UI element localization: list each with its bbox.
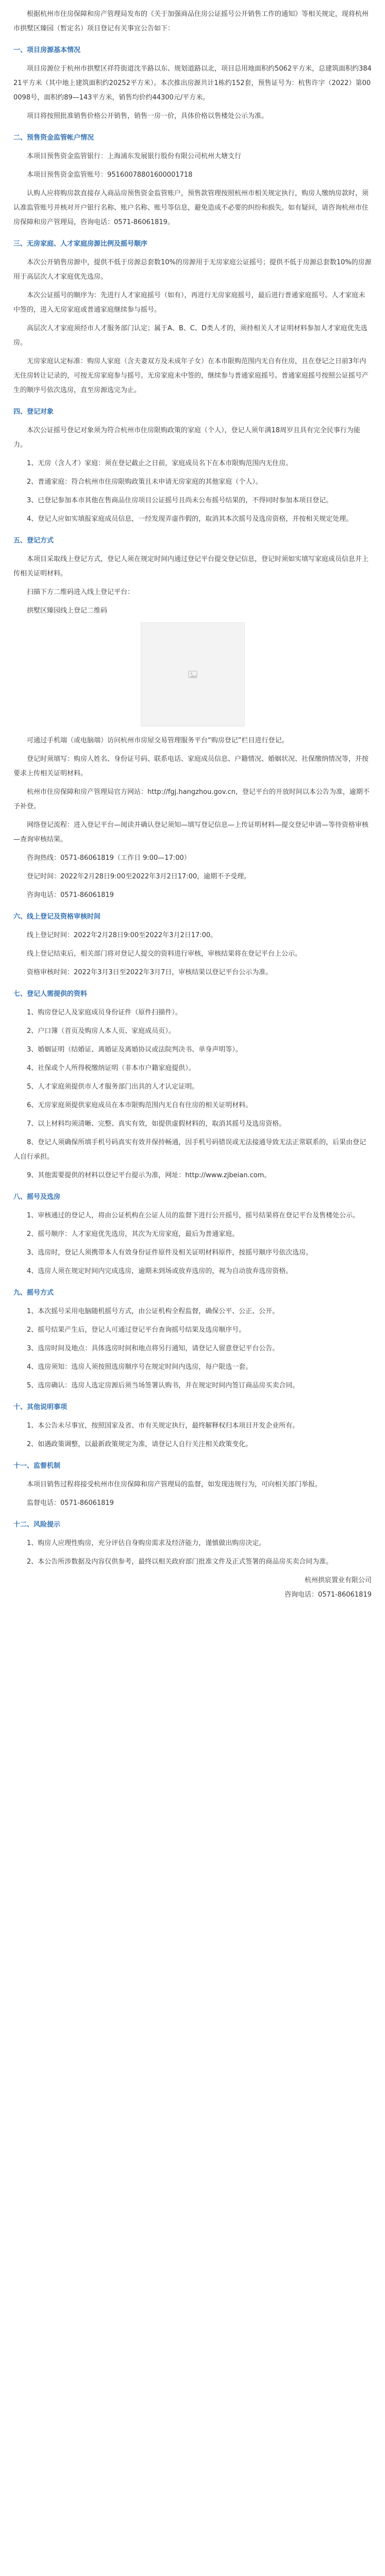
s7-p3: 资格审核时间：2022年3月3日至2022年3月7日，审核结果以登记平台公示为准。 (27, 969, 273, 976)
section-title-8: 八、摇号及选房 (13, 1193, 61, 1201)
s10-p2: 2、摇号结果产生后，登记人可通过登记平台查询摇号结果及选房顺序号。 (27, 1326, 246, 1334)
s8-p2: 2、户口簿（首页及购房人本人页、家庭成员页）。 (27, 1027, 175, 1035)
section-title-5: 五、登记方式 (13, 537, 54, 545)
s13-p1: 1、购房人应理性购房，充分评估自身购房需求及经济能力，谨慎做出购房决定。 (27, 1539, 266, 1547)
s12-p2: 监督电话：0571-86061819 (27, 1499, 114, 1507)
s8-p7: 7、以上材料均须清晰、完整、真实有效，如提供虚假材料的，取消其摇号及选房资格。 (27, 1120, 286, 1128)
s2-account: 本项目预售资金监管账号：95160078801600001718 (27, 171, 193, 179)
s8-p8: 8、登记人须确保所填手机号码真实有效并保持畅通，因手机号码错误或无法接通导致无法正常联系的，后果由登记人自行承担。 (13, 1139, 366, 1161)
s10-p1: 1、本次摇号采用电脑随机摇号方式，由公证机构全程监督，确保公平、公正、公开。 (27, 1308, 279, 1315)
section-title-2: 二、预售资金监管帐户情况 (13, 134, 94, 142)
s6-p5: 咨询热线：0571-86061819（工作日 9:00—17:00） (27, 854, 191, 862)
s8-p4: 4、社保或个人所得税缴纳证明（非本市户籍家庭提供）。 (27, 1064, 195, 1072)
s8-p6: 6、无房家庭须提供家庭成员在本市限购范围内无自有住房的相关证明材料。 (27, 1101, 253, 1109)
s6-p1: 可通过手机端（或电脑端）访问杭州市房屋交易管理服务平台“购房登记”栏目进行登记。 (27, 737, 289, 744)
section-title-1: 一、项目房源基本情况 (13, 46, 81, 54)
section-title-3: 三、无房家庭、人才家庭房源比例及摇号顺序 (13, 240, 148, 248)
qr-caption: 拱墅区臻园线上登记二维码 (27, 607, 108, 615)
s9-p4: 4、选房人须在规定时间内完成选房，逾期未到场或放弃选房的，视为自动放弃选房资格。 (27, 1267, 293, 1275)
section-title-4: 四、登记对象 (13, 408, 54, 416)
s7-p1: 线上登记时间：2022年2月28日9:00至2022年3月2日17:00。 (27, 931, 217, 939)
s4-p5: 4、登记人应如实填报家庭成员信息，一经发现弄虚作假的，取消其本次摇号及选房资格，并按相关规定处理。 (27, 515, 353, 523)
s5-p2: 扫描下方二维码进入线上登记平台： (27, 588, 135, 596)
s8-p5: 5、人才家庭须提供市人才服务部门出具的人才认定证明。 (27, 1083, 199, 1091)
section-title-10: 十、其他说明事项 (13, 1403, 68, 1411)
section-title-12: 十二、风险提示 (13, 1521, 61, 1529)
s5-p1: 本项目采取线上登记方式，登记人须在规定时间内通过登记平台提交登记信息，登记时须如实填写家庭成员信息并上传相关证明材料。 (13, 555, 369, 578)
s3-p1: 本次公开销售房源中，提供不低于房源总套数10%的房源用于无房家庭公证摇号；提供不低于房源总套数10%的房源用于高层次人才家庭优先选房。 (13, 259, 372, 281)
s1-p1: 项目房源位于杭州市拱墅区祥符街道沈半路以东、规划道路以北，项目总用地面积约5062平方米，总建筑面积约38421平方米（其中地上建筑面积约20252平方米）。本次推出房源共计1栋约152套，预售证号为：杭售许字（2022）第000098号，面积约89—143平方米，销售均价约44300元/平方米。 (13, 65, 372, 101)
s11-p2: 2、如遇政策调整，以最新政策规定为准，请登记人自行关注相关政策变化。 (27, 1440, 253, 1448)
s8-p9: 9、其他需要提供的材料以登记平台提示为准，网址：http://www.zjbeian.com。 (27, 1172, 271, 1179)
s3-p3: 高层次人才家庭须经市人才服务部门认定；属于A、B、C、D类人才的，须持相关人才证明材料参加人才家庭优先选房。 (13, 325, 367, 347)
s4-p2: 1、无房（含人才）家庭：须在登记截止之日前，家庭成员名下在本市限购范围内无住房。 (27, 460, 293, 467)
s4-p4: 3、已登记参加本市其他在售商品住房项目公证摇号且尚未公布摇号结果的，不得同时参加本项目登记。 (27, 497, 333, 504)
s6-p2: 登记时须填写：购房人姓名、身份证号码、联系电话、家庭成员信息、户籍情况、婚姻状况、社保缴纳情况等，并按要求上传相关证明材料。 (13, 755, 369, 777)
s9-p1: 1、审核通过的登记人，将由公证机构在公证人员的监督下进行公开摇号，摇号结果将在登记平台及售楼处公示。 (27, 1212, 360, 1219)
s6-p7: 咨询电话：0571-86061819 (27, 891, 114, 899)
s8-p3: 3、婚姻证明（结婚证、离婚证及离婚协议或法院判决书、单身声明等）。 (27, 1046, 242, 1054)
section-title-11: 十一、监督机制 (13, 1462, 61, 1470)
s9-p2: 2、摇号顺序：人才家庭优先选房，其次为无房家庭，最后为普通家庭。 (27, 1230, 239, 1238)
s3-p2: 本次公证摇号的顺序为：先进行人才家庭摇号（如有），再进行无房家庭摇号，最后进行普通家庭摇号。人才家庭未中签的，进入无房家庭或普通家庭继续参与摇号。 (13, 292, 365, 314)
s4-p1: 本次公证摇号登记对象须为符合杭州市住房限购政策的家庭（个人），登记人须年满18周岁且具有完全民事行为能力。 (13, 427, 361, 449)
s10-p3: 3、选房时间及地点：具体选房时间和地点将另行通知，请登记人留意登记平台公告。 (27, 1345, 279, 1352)
s12-p1: 本项目销售过程将接受杭州市住房保障和房产管理局的监督，如发现违规行为，可向相关部门举报。 (27, 1481, 322, 1488)
s4-p3: 2、普通家庭：符合杭州市住房限购政策且未申请无房家庭的其他家庭（个人）。 (27, 478, 262, 486)
s6-p6: 登记时间：2022年2月28日9:00至2022年3月2日17:00，逾期不予受理。 (27, 873, 251, 880)
section-title-7: 七、登记人需提供的资料 (13, 990, 88, 998)
s13-p2: 2、本公告所涉数据及内容仅供参考，最终以相关政府部门批准文件及正式签署的商品房买卖合同为准。 (27, 1558, 333, 1566)
intro-paragraph: 根据杭州市住房保障和房产管理局发布的《关于加强商品住房公证摇号公开销售工作的通知》等相关规定，现将杭州市拱墅区臻园（暂定名）项目登记有关事宜公告如下： (13, 10, 369, 32)
footer-contact: 咨询电话：0571-86061819 (284, 1591, 372, 1599)
section-title-6: 六、线上登记及资格审核时间 (13, 913, 101, 921)
s2-bank: 本项目预售资金监管银行：上海浦东发展银行股份有限公司杭州大塘支行 (27, 152, 242, 160)
s2-p1: 认购人应将购房款直接存入商品房预售资金监管账户，预售款管理按照杭州市相关规定执行，购房人缴纳房款时，须认准监管账号并核对开户银行名称、账户名称、账号等信息，避免造成不必要的纠纷和损失。如有疑问，请咨询杭州市住房保障和房产管理局，咨询电话：0571-86061819。 (13, 190, 369, 226)
image-placeholder-icon (187, 669, 198, 680)
s9-p3: 3、选房时，登记人须携带本人有效身份证件原件及相关证明材料原件，按摇号顺序号依次选房。 (27, 1249, 313, 1257)
s7-p2: 线上登记结束后，相关部门将对登记人提交的资料进行审核，审核结果将在登记平台上公示。 (27, 950, 302, 958)
s8-p1: 1、购房登记人及家庭成员身份证件（原件扫描件）。 (27, 1009, 182, 1016)
s10-p5: 5、选房确认：选房人选定房源后须当场签署认购书，并在规定时间内签订商品房买卖合同。 (27, 1382, 299, 1389)
s10-p4: 4、选房须知：选房人须按照选房顺序号在规定时间内选房，每户限选一套。 (27, 1363, 253, 1371)
s6-p4: 网络登记流程：进入登记平台—阅读并确认登记须知—填写登记信息—上传证明材料—提交登记申请—等待资格审核—查询审核结果。 (13, 821, 369, 843)
section-title-9: 九、摇号方式 (13, 1289, 54, 1297)
s6-p3: 杭州市住房保障和房产管理局官方网站：http://fgj.hangzhou.gov.cn，登记平台的开放时间以本公告为准，逾期不予补登。 (13, 788, 370, 810)
s3-p4: 无房家庭认定标准：购房人家庭（含夫妻双方及未成年子女）在本市限购范围内无自有住房，且在登记之日前3年内无住房转让记录的，可按无房家庭参与摇号。无房家庭未中签的，继续参与普通家庭摇号。普通家庭摇号按照公证摇号产生的顺序号依次选房，直至房源选完为止。 (13, 358, 369, 394)
qr-code-image[interactable] (141, 622, 245, 726)
s11-p1: 1、本公告未尽事宜，按照国家及省、市有关规定执行，最终解释权归本项目开发企业所有。 (27, 1422, 299, 1430)
s1-p2: 项目将按照批准销售价格公开销售，销售一房一价，具体价格以售楼处公示为准。 (27, 112, 269, 120)
footer-company: 杭州拱宸置业有限公司 (304, 1577, 372, 1584)
